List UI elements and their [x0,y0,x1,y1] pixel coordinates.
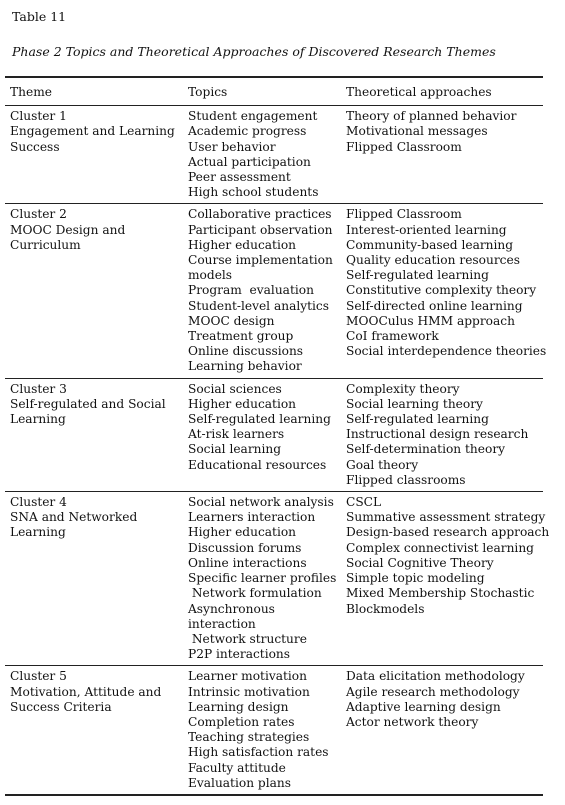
approach-item: Mixed Membership Stochastic [346,586,535,601]
approach-item: Flipped classrooms [346,472,466,487]
table-caption: Phase 2 Topics and Theoretical Approaches of Discovered Research Themes [12,44,496,59]
theme-line: Cluster 3 [10,381,67,396]
topic-item: Online interactions [188,555,307,570]
theme-line: Engagement and Learning [10,124,175,139]
topic-item: Participant observation [188,222,333,237]
topic-item: At-risk learners [188,427,285,442]
topic-item: Asynchronous [188,601,275,616]
topic-item: Higher education [188,525,297,540]
approach-item: Goal theory [346,457,419,472]
topics-cell [183,204,341,378]
topic-item: Social learning [188,442,282,457]
topic-item: Treatment group [188,329,294,344]
header-approaches: Theoretical approaches [346,85,492,99]
approaches-cell [341,378,543,491]
topic-item: Learning design [188,699,289,714]
approaches-cell [341,204,547,378]
topic-item: models [188,268,233,283]
topic-item: Intrinsic motivation [188,684,310,699]
approach-item: Theory of planned behavior [346,109,517,124]
theme-line: Success Criteria [10,699,112,714]
approach-item: Flipped Classroom [346,139,462,154]
theme-cell [5,378,183,491]
topic-item: Program evaluation [188,283,314,298]
table-label: Table 11 [12,9,67,24]
topics-cell [183,492,341,666]
topics-cell [183,106,341,204]
topic-item: Educational resources [188,457,327,472]
topic-item: Online discussions [188,344,304,359]
approaches-cell [341,492,550,666]
approach-item: Summative assessment strategy [346,510,546,525]
approaches-cell [341,666,543,795]
theme-line: Cluster 5 [10,669,67,684]
topic-item: Learner motivation [188,669,307,684]
header-theme: Theme [10,85,52,99]
approach-item: CoI framework [346,329,439,344]
approach-item: Instructional design research [346,427,529,442]
topic-item: Course implementation [188,253,333,268]
research-themes-table [5,76,550,796]
theme-cell [5,106,183,204]
topic-item: Network structure [188,631,307,646]
approach-item: Interest-oriented learning [346,222,507,237]
table-row [5,378,543,491]
approach-item: Social Cognitive Theory [346,555,494,570]
topic-item: Social sciences [188,381,282,396]
topic-item: High school students [188,185,319,200]
theme-line: SNA and Networked [10,510,138,525]
table-body [5,106,550,795]
approach-item: MOOCulus HMM approach [346,313,515,328]
topic-item: Learning behavior [188,359,302,374]
topics-cell [183,378,341,491]
approach-item: Design-based research approach [346,525,550,540]
approach-item: Constitutive complexity theory [346,283,537,298]
topic-item: Student engagement [188,109,318,124]
topic-item: High satisfaction rates [188,745,329,760]
table-row [5,204,543,378]
table-row [5,492,543,666]
approach-item: Simple topic modeling [346,571,485,586]
theme-line: Curriculum [10,237,81,252]
approach-item: Self-directed online learning [346,298,523,313]
topic-item: Faculty attitude [188,760,286,775]
theme-line: Cluster 2 [10,207,67,222]
theme-line: Cluster 4 [10,495,67,510]
approach-item: Self-regulated learning [346,268,489,283]
topic-item: Higher education [188,396,297,411]
approach-item: Actor network theory [346,714,479,729]
approach-item: Social interdependence theories [346,344,547,359]
theme-line: Learning [10,412,66,427]
approach-item: Community-based learning [346,237,514,252]
theme-cell [5,492,183,666]
topic-item: Collaborative practices [188,207,332,222]
header-topics: Topics [188,85,228,99]
approach-item: Adaptive learning design [346,699,501,714]
approach-item: Agile research methodology [346,684,520,699]
theme-cell [5,666,183,795]
topic-item: User behavior [188,139,276,154]
approach-item: Motivational messages [346,124,488,139]
topic-item: Discussion forums [188,540,302,555]
topic-item: Actual participation [188,154,311,169]
approach-item: Blockmodels [346,601,425,616]
table-row [5,666,543,795]
topics-cell [183,666,341,795]
topic-item: Social network analysis [188,495,334,510]
topic-item: Student-level analytics [188,298,329,313]
approach-item: Flipped Classroom [346,207,462,222]
topic-item: Self-regulated learning [188,412,331,427]
approach-item: CSCL [346,495,382,510]
theme-line: Self-regulated and Social [10,396,166,411]
approach-item: Complexity theory [346,381,460,396]
topic-item: Network formulation [188,586,322,601]
approach-item: Self-regulated learning [346,412,489,427]
topic-item: MOOC design [188,313,275,328]
topic-item: Higher education [188,237,297,252]
topic-item: Evaluation plans [188,775,291,790]
approach-item: Self-determination theory [346,442,506,457]
topic-item: Peer assessment [188,170,291,185]
approach-item: Complex connectivist learning [346,540,534,555]
topic-item: Completion rates [188,714,295,729]
topic-item: P2P interactions [188,647,291,662]
topic-item: interaction [188,616,256,631]
approach-item: Quality education resources [346,253,520,268]
topic-item: Learners interaction [188,510,316,525]
theme-line: MOOC Design and [10,222,126,237]
table-row [5,106,543,204]
theme-line: Learning [10,525,66,540]
theme-line: Success [10,139,60,154]
theme-line: Motivation, Attitude and [10,684,162,699]
approach-item: Data elicitation methodology [346,669,525,684]
approaches-cell [341,106,543,204]
theme-line: Cluster 1 [10,109,67,124]
approach-item: Social learning theory [346,396,483,411]
theme-cell [5,204,183,378]
topic-item: Academic progress [188,124,307,139]
topic-item: Specific learner profiles [188,571,337,586]
topic-item: Teaching strategies [188,730,310,745]
header-row [5,77,543,106]
